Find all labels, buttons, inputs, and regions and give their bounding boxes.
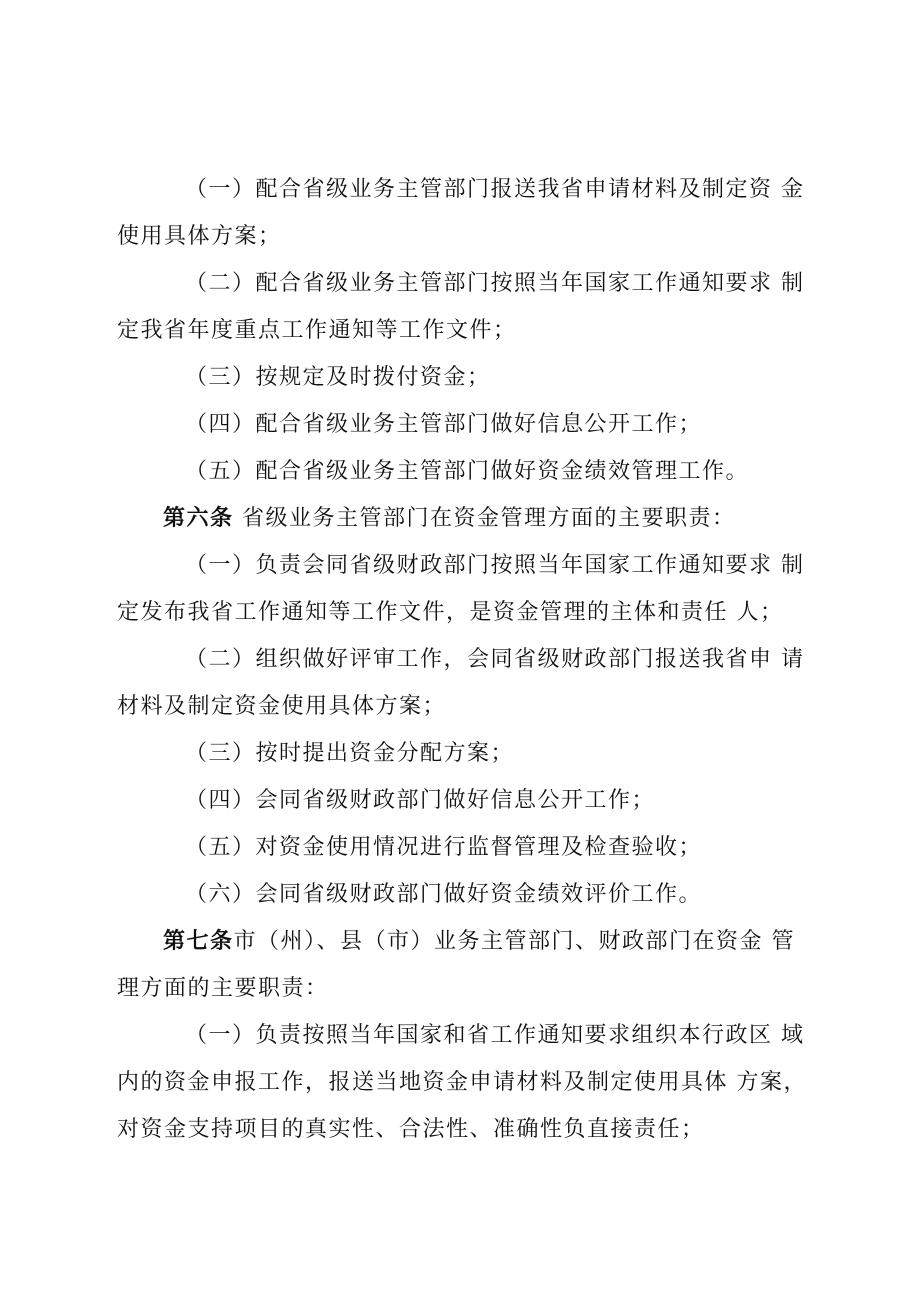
- paragraph-clause-5-item-2: [117, 260, 807, 354]
- paragraph-text: （五）配合省级业务主管部门做好资金绩效管理工作。: [185, 459, 750, 484]
- paragraph-clause-6-item-4: [117, 777, 807, 824]
- paragraph-clause-6-item-6: [117, 871, 807, 918]
- paragraph-text: （四）会同省级财政部门做好信息公开工作；: [185, 788, 656, 813]
- paragraph-clause-5-item-3: [117, 354, 807, 401]
- paragraph-clause-5-item-1: [117, 166, 807, 260]
- article-heading: 第七条: [163, 929, 234, 954]
- paragraph-text: 市（州）、县（市）业务主管部门、财政部门在资金 管理方面的主要职责：: [117, 929, 796, 1001]
- article-heading: 第六条: [163, 506, 234, 531]
- paragraph-text: （五）对资金使用情况进行监督管理及检查验收；: [185, 835, 703, 860]
- paragraph-text: （二）配合省级业务主管部门按照当年国家工作通知要求 制定我省年度重点工作通知等工作文件；: [117, 271, 805, 343]
- paragraph-clause-5-item-4: [117, 401, 807, 448]
- paragraph-article-7: [117, 918, 807, 1012]
- paragraph-text: （一）负责会同省级财政部门按照当年国家工作通知要求 制定发布我省工作通知等工作文件，是资金管理的主体和责任 人；: [117, 553, 805, 625]
- paragraph-article-6: [117, 495, 807, 542]
- paragraph-clause-6-item-5: [117, 824, 807, 871]
- paragraph-text: （四）配合省级业务主管部门做好信息公开工作；: [185, 412, 703, 437]
- paragraph-text: （二）组织做好评审工作，会同省级财政部门报送我省申 请材料及制定资金使用具体方案；: [117, 647, 805, 719]
- paragraph-text: 省级业务主管部门在资金管理方面的主要职责：: [233, 506, 736, 531]
- paragraph-clause-6-item-3: [117, 730, 807, 777]
- paragraph-text: （一）负责按照当年国家和省工作通知要求组织本行政区 域内的资金申报工作，报送当地资金申请材料及制定使用具体 方案，对资金支持项目的真实性、合法性、准确性负直接责任；: [117, 1023, 807, 1142]
- paragraph-text: （六）会同省级财政部门做好资金绩效评价工作。: [185, 882, 703, 907]
- paragraph-clause-7-item-1: [117, 1012, 807, 1153]
- paragraph-clause-6-item-1: [117, 542, 807, 636]
- paragraph-text: （三）按规定及时拨付资金；: [185, 365, 491, 390]
- paragraph-text: （三）按时提出资金分配方案；: [185, 741, 515, 766]
- paragraph-clause-5-item-5: [117, 448, 807, 495]
- paragraph-text: （一）配合省级业务主管部门报送我省申请材料及制定资 金使用具体方案；: [117, 177, 805, 249]
- paragraph-clause-6-item-2: [117, 636, 807, 730]
